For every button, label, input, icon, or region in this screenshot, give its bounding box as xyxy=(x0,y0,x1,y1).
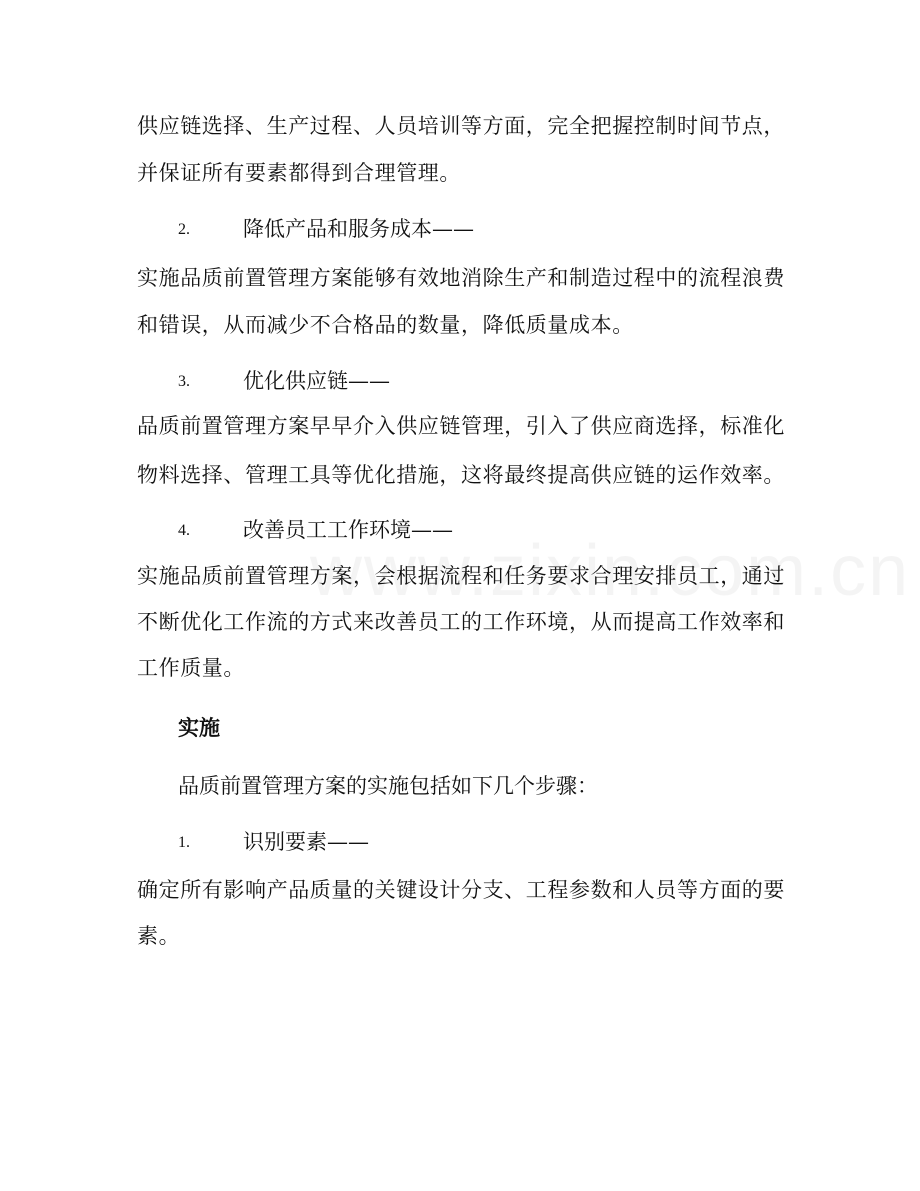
list-item-number: 1. xyxy=(178,834,190,851)
list-item-title: 识别要素—— xyxy=(243,830,369,854)
list-item-number: 3. xyxy=(178,373,190,390)
body-text-line: 物料选择、管理工具等优化措施，这将最终提高供应链的运作效率。 xyxy=(137,463,785,487)
body-text-line: 实施品质前置管理方案能够有效地消除生产和制造过程中的流程浪费 xyxy=(137,266,785,290)
body-text-line: 实施品质前置管理方案，会根据流程和任务要求合理安排员工，通过 xyxy=(137,564,785,588)
list-item-title: 改善员工工作环境—— xyxy=(243,518,453,542)
section-heading: 实施 xyxy=(178,715,220,740)
body-text-line: 不断优化工作流的方式来改善员工的工作环境，从而提高工作效率和 xyxy=(137,610,785,634)
list-item-number: 4. xyxy=(178,522,190,539)
body-text-line: 并保证所有要素都得到合理管理。 xyxy=(137,161,461,185)
body-text-line: 素。 xyxy=(137,924,181,948)
section-intro: 品质前置管理方案的实施包括如下几个步骤： xyxy=(178,774,598,798)
body-text-line: 和错误，从而减少不合格品的数量，降低质量成本。 xyxy=(137,313,634,337)
list-item-number: 2. xyxy=(178,221,190,238)
body-text-line: 供应链选择、生产过程、人员培训等方面，完全把握控制时间节点， xyxy=(137,114,785,138)
body-text-line: 品质前置管理方案早早介入供应链管理，引入了供应商选择，标准化 xyxy=(137,414,785,438)
body-text-line: 确定所有影响产品质量的关键设计分支、工程参数和人员等方面的要 xyxy=(137,878,785,902)
body-text-line: 工作质量。 xyxy=(137,656,245,680)
list-item-title: 优化供应链—— xyxy=(243,369,390,393)
list-item-title: 降低产品和服务成本—— xyxy=(243,217,474,241)
